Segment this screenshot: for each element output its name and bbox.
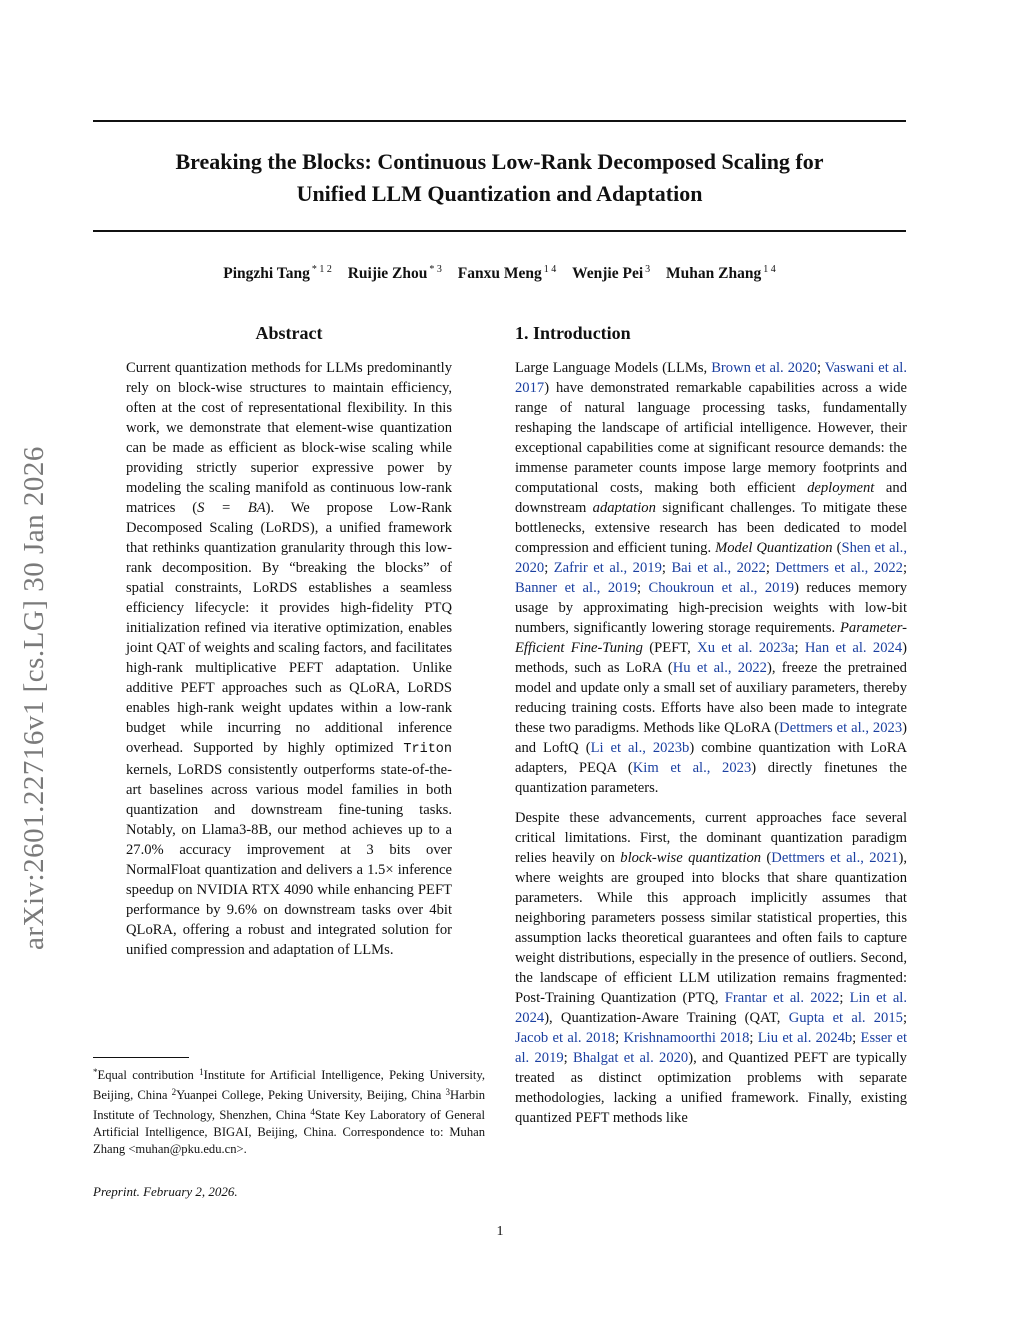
title-line-1: Breaking the Blocks: Continuous Low-Rank Decomposed Scaling for	[175, 149, 824, 174]
text: (	[832, 540, 842, 556]
author-name: Ruijie Zhou	[347, 265, 428, 282]
author-name: Wenjie Pei	[572, 265, 644, 282]
citation-link[interactable]: Frantar et al. 2022	[724, 990, 840, 1006]
text: ), Quantization-Aware Training (QAT,	[544, 1010, 789, 1026]
footnote-mark: *	[93, 1067, 98, 1077]
author-5	[666, 265, 776, 282]
text: and downstream	[515, 480, 907, 516]
text: ;	[765, 560, 776, 576]
abstract-column	[126, 320, 452, 960]
author-affiliation: * 1 2	[311, 264, 332, 275]
title-line-2: Unified LLM Quantization and Adaptation	[296, 181, 703, 206]
text: ) reduces memory usage by approximating high-precision weights with low-bit numbers, significantly lowering storage requirements.	[515, 580, 908, 636]
text: significant challenges. To mitigate these bottlenecks, extensive research has been dedicated to model compression and efficient tuning.	[515, 500, 907, 556]
text: ) methods, such as LoRA (	[515, 640, 907, 676]
abstract-text-part: kernels, LoRDS consistently outperforms state-of-the-art baselines across various model families in both quantization and downstream fine-tuning tasks. Notably, on Llama3-8B, our method achieves up to a 27.0% accuracy improvement at 3 bits over NormalFloat quantization and delivers a 1.5× inference speedup on NVIDIA RTX 4090 while enhancing PEFT performance by 9.6% on downstream tasks over 4bit QLoRA, offering a robust and integrated solution for unified compression and adaptation of LLMs.	[126, 762, 452, 958]
author-affiliation: 1 4	[543, 264, 557, 275]
page-number: 1	[496, 1224, 504, 1239]
citation-link[interactable]: Gupta et al. 2015	[788, 1010, 903, 1026]
author-3	[458, 265, 556, 282]
citation-link[interactable]: Brown et al. 2020	[711, 360, 817, 376]
emphasis: block-wise quantization	[620, 850, 762, 866]
intro-paragraph-1	[515, 358, 907, 798]
intro-paragraph-2	[515, 808, 907, 1128]
text: ) have demonstrated remarkable capabilities across a wide range of natural language processing tasks, fundamentally reshaping the landscape of artificial intelligence. However, their exceptional capabilities come at significant resource demands: the immense parameter counts impose large memory footprints and computational costs, making both efficient	[515, 380, 907, 496]
author-2	[348, 265, 442, 282]
text: ;	[615, 1030, 624, 1046]
text: ) combine quantization with LoRA adapters, PEQA (	[515, 740, 907, 776]
text: State Key Laboratory of General Artificial Intelligence, BIGAI, Beijing, China. Correspondence to: Muhan Zhang <muhan@pku.edu.cn>.	[93, 1108, 485, 1156]
citation-link[interactable]: Bai et al., 2022	[671, 560, 766, 576]
citation-link[interactable]: Jacob et al. 2018	[515, 1030, 616, 1046]
text: ;	[749, 1030, 758, 1046]
citation-link[interactable]: Banner et al., 2019	[515, 580, 638, 596]
text: (	[761, 850, 772, 866]
text: ;	[816, 360, 825, 376]
text: Equal contribution	[97, 1068, 200, 1082]
citation-link[interactable]: Hu et al., 2022	[672, 660, 767, 676]
author-name: Muhan Zhang	[666, 265, 762, 282]
abstract-heading: Abstract	[255, 323, 323, 343]
author-name: Pingzhi Tang	[223, 265, 310, 282]
text: (PEFT,	[642, 640, 698, 656]
author-name: Fanxu Meng	[457, 265, 542, 282]
text: ;	[637, 580, 649, 596]
text: Despite these advancements, current approaches face several critical limitations. First, the dominant quantization paradigm relies heavily on	[515, 810, 907, 866]
citation-link[interactable]: Zafrir et al., 2019	[553, 560, 662, 576]
text: ;	[563, 1050, 574, 1066]
text: ;	[661, 560, 672, 576]
title-rule-top	[93, 120, 906, 122]
text: ;	[544, 560, 554, 576]
author-4	[572, 265, 650, 282]
text: ) and LoftQ (	[515, 720, 907, 756]
citation-link[interactable]: Dettmers et al., 2021	[771, 850, 899, 866]
preprint-date: Preprint. February 2, 2026.	[93, 1184, 238, 1199]
abstract-text-part: Current quantization methods for LLMs predominantly rely on block-wise structures to maintain efficiency, often at the cost of representational flexibility. In this work, we demonstrate that element-wise quantization can be made as efficient as block-wise scaling while providing strictly superior expressive power by modeling the scaling manifold as continuous low-rank matrices (	[126, 360, 452, 516]
text: ;	[902, 1010, 908, 1026]
citation-link[interactable]: Dettmers et al., 2022	[775, 560, 903, 576]
emphasis: Model Quantization	[715, 540, 833, 556]
emphasis: deployment	[807, 480, 875, 496]
citation-link[interactable]: Bhalgat et al. 2020	[573, 1050, 689, 1066]
text: ), and Quantized PEFT are typically treated as distinct optimization problems with separate methodologies, lacking a unified framework. Finally, existing quantized PEFT methods like	[515, 1050, 907, 1126]
code-term: Triton	[403, 742, 452, 757]
abstract-text	[126, 358, 452, 960]
text: ) directly finetunes the quantization parameters.	[515, 760, 907, 796]
introduction-heading: 1. Introduction	[515, 323, 631, 343]
author-affiliation: 3	[645, 264, 651, 275]
citation-link[interactable]: Esser et al. 2019	[515, 1030, 908, 1066]
title-rule-bottom	[93, 230, 906, 232]
arxiv-identifier-stamp: arXiv:2601.22716v1 [cs.LG] 30 Jan 2026	[18, 446, 50, 950]
math-expression: S = BA	[197, 500, 266, 516]
citation-link[interactable]: Han et al. 2024	[804, 640, 903, 656]
footnote-mark: 4	[310, 1107, 315, 1117]
author-affiliation: * 3	[429, 264, 442, 275]
citation-link[interactable]: Lin et al. 2024	[515, 990, 907, 1026]
citation-link[interactable]: Liu et al. 2024b	[757, 1030, 853, 1046]
citation-link[interactable]: Kim et al., 2023	[632, 760, 752, 776]
citation-link[interactable]: Dettmers et al., 2023	[779, 720, 903, 736]
text: Harbin Institute of Technology, Shenzhen, China	[93, 1088, 485, 1122]
affiliation-footnote	[93, 1064, 485, 1158]
citation-link[interactable]: Choukroun et al., 2019	[648, 580, 795, 596]
author-affiliation: 1 4	[763, 264, 776, 275]
emphasis: Parameter-Efficient Fine-Tuning	[515, 620, 907, 656]
citation-link[interactable]: Shen et al., 2020	[515, 540, 907, 576]
footnote-mark: 3	[445, 1087, 451, 1097]
text: Yuanpei College, Peking University, Beijing, China	[176, 1088, 446, 1102]
footnote-mark: 2	[171, 1087, 177, 1097]
author-1	[223, 265, 332, 282]
text: Large Language Models (LLMs,	[515, 360, 712, 376]
footnote-mark: 1	[199, 1067, 204, 1077]
emphasis: adaptation	[592, 500, 656, 516]
introduction-column	[515, 320, 907, 1128]
paper-title	[93, 146, 906, 210]
text: ), freeze the pretrained model and update only a small set of auxiliary parameters, thereby reducing training costs. Efforts have also been made to integrate these two paradigms. Methods like QLoRA (	[515, 660, 907, 736]
footnote-rule	[93, 1057, 189, 1058]
text: ), where weights are grouped into blocks that share quantization parameters. While this approach implicitly assumes that neighboring parameters possess similar statistical properties, this assumption lacks theoretical guarantees and often fails to capture weight distributions, especially in the presence of outliers. Second, the landscape of efficient LLM utilization remains fragmented: Post-Training Quantization (PTQ,	[515, 850, 907, 1006]
text: ;	[902, 560, 908, 576]
citation-link[interactable]: Xu et al. 2023a	[697, 640, 795, 656]
citation-link[interactable]: Krishnamoorthi 2018	[623, 1030, 750, 1046]
citation-link[interactable]: Vaswani et al. 2017	[515, 360, 907, 396]
citation-link[interactable]: Li et al., 2023b	[590, 740, 690, 756]
abstract-text-part: ). We propose Low-Rank Decomposed Scaling (LoRDS), a unified framework that rethinks quantization granularity through this low-rank decomposition. By “breaking the blocks” of spatial constraints, LoRDS establishes a seamless efficiency lifecycle: it provides high-fidelity PTQ initialization refined via iterative optimization, enables joint QAT of weights and scaling factors, and facilitates high-rank multiplicative PEFT adaptation. Unlike additive PEFT approaches such as QLoRA, LoRDS enables high-rank weight updates within a low-rank budget while incurring no additional inference overhead. Supported by highly optimized	[126, 500, 452, 756]
text: ;	[794, 640, 805, 656]
author-list	[93, 264, 906, 283]
text: ;	[839, 990, 850, 1006]
text: Institute for Artificial Intelligence, Peking University, Beijing, China	[93, 1068, 485, 1102]
text: ;	[852, 1030, 861, 1046]
